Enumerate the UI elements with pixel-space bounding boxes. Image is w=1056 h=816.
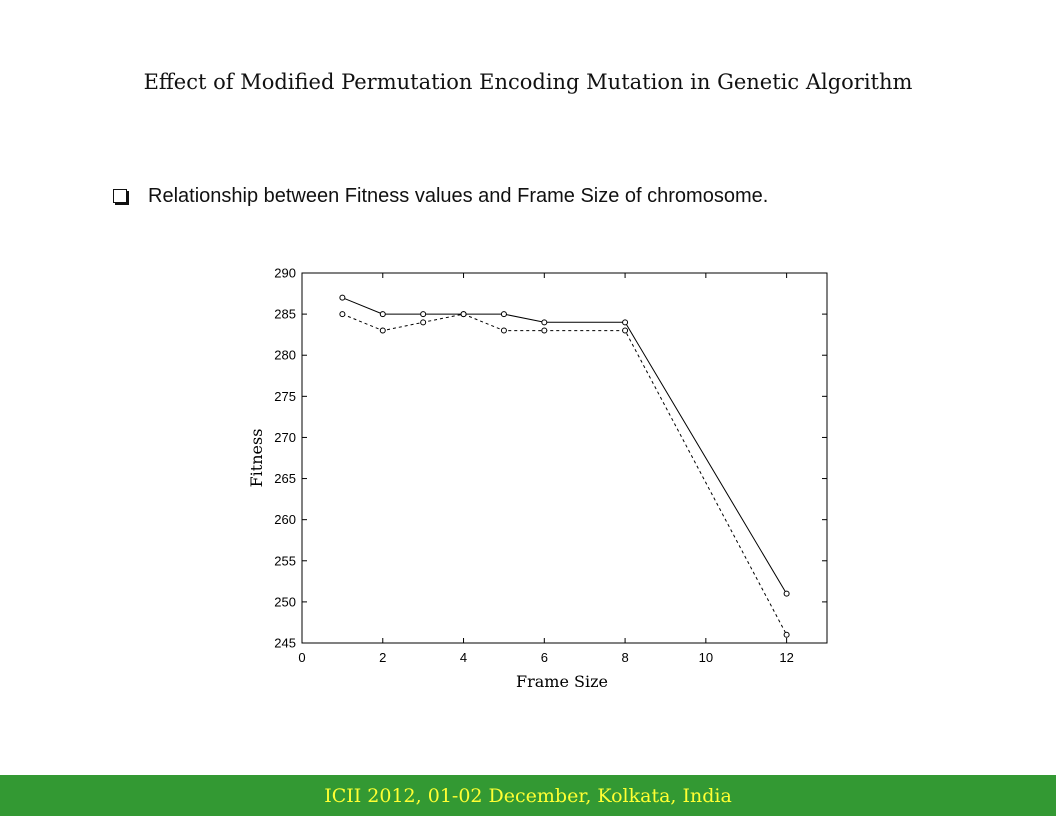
y-tick-label: 285 bbox=[274, 306, 296, 322]
data-point-dashed bbox=[542, 328, 547, 333]
data-point-dashed bbox=[784, 632, 789, 637]
footer-bar bbox=[0, 775, 1056, 816]
data-point-solid bbox=[501, 312, 506, 317]
data-point-solid bbox=[542, 320, 547, 325]
slide-title: Effect of Modified Permutation Encoding Mutation in Genetic Algorithm bbox=[143, 70, 913, 94]
x-tick-label: 4 bbox=[459, 650, 468, 665]
x-tick-label: 2 bbox=[379, 650, 387, 665]
data-point-solid bbox=[784, 591, 789, 596]
footer-text: ICII 2012, 01-02 December, Kolkata, India bbox=[324, 784, 732, 807]
y-tick-label: 260 bbox=[274, 512, 296, 528]
data-point-solid bbox=[421, 312, 426, 317]
x-tick-label: 8 bbox=[621, 650, 629, 665]
data-point-dashed bbox=[380, 328, 385, 333]
data-point-dashed bbox=[340, 312, 345, 317]
x-tick-label: 6 bbox=[540, 650, 548, 665]
y-tick-label: 275 bbox=[274, 388, 296, 404]
x-tick-label: 12 bbox=[779, 650, 794, 665]
y-tick-label: 270 bbox=[274, 429, 296, 445]
bullet-text: Relationship between Fitness values and Frame Size of chromosome. bbox=[148, 184, 769, 207]
x-tick-label: 10 bbox=[698, 650, 714, 665]
data-point-solid bbox=[623, 320, 628, 325]
y-tick-label: 245 bbox=[274, 635, 296, 651]
data-point-solid bbox=[340, 295, 345, 300]
x-axis-label: Frame Size bbox=[516, 672, 608, 691]
data-point-dashed bbox=[623, 328, 628, 333]
y-tick-label: 290 bbox=[274, 265, 296, 281]
data-point-dashed bbox=[461, 312, 466, 317]
data-point-solid bbox=[380, 312, 385, 317]
x-tick-label: 0 bbox=[298, 650, 306, 665]
data-point-dashed bbox=[421, 320, 426, 325]
y-tick-label: 255 bbox=[274, 553, 296, 569]
y-tick-label: 250 bbox=[274, 594, 296, 610]
checkbox-bullet-icon bbox=[113, 189, 127, 203]
fitness-chart bbox=[240, 255, 840, 695]
y-tick-label: 265 bbox=[274, 471, 296, 487]
y-tick-label: 280 bbox=[274, 347, 296, 363]
y-axis-label: Fitness bbox=[247, 428, 266, 488]
fitness-chart-svg bbox=[240, 255, 840, 695]
data-point-dashed bbox=[501, 328, 506, 333]
bullet-point bbox=[113, 182, 768, 210]
